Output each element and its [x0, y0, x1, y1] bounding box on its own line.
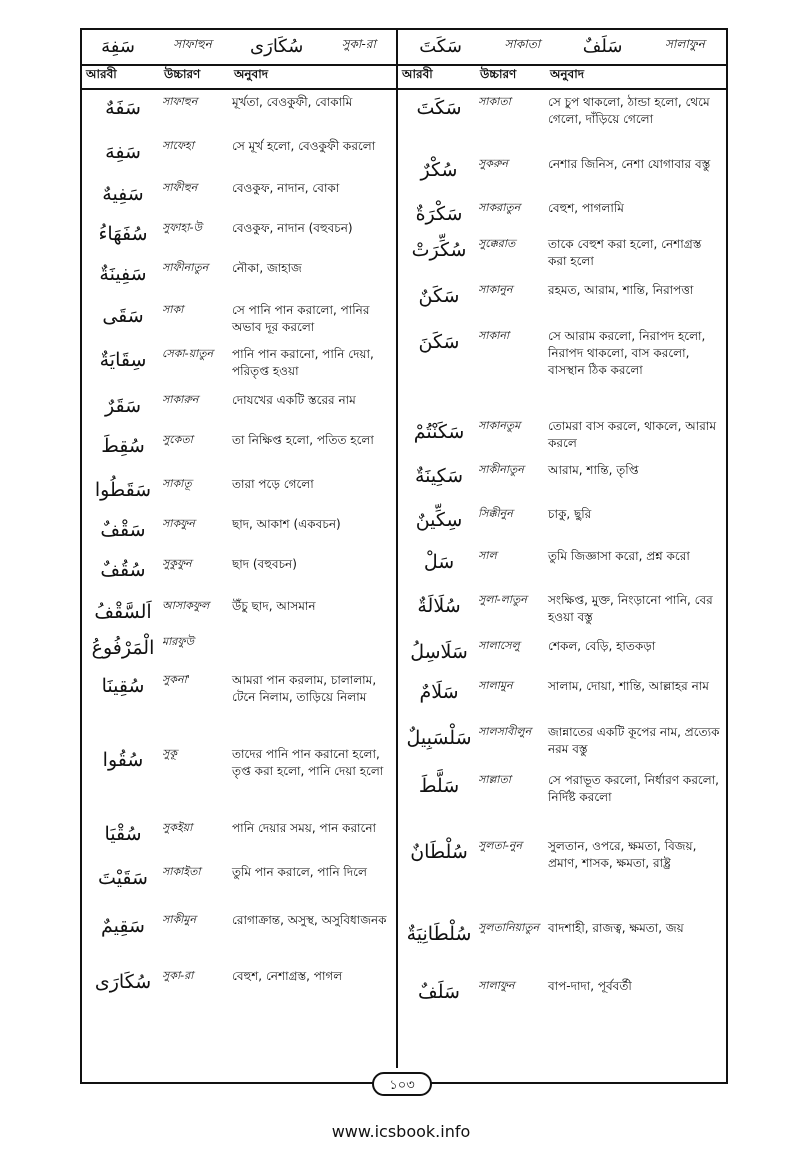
meaning: বেহুশ, পাগলামি — [548, 201, 624, 215]
pronunciation: সাফেহা — [162, 139, 194, 152]
pronunciation: সাকাতূ — [162, 477, 192, 490]
header-left — [82, 28, 395, 64]
list-item — [84, 258, 394, 300]
pronunciation: সাকীমুন — [162, 913, 196, 926]
meaning: তারা পড়ে গেলো — [232, 477, 314, 491]
pronunciation: সুকা-রা — [162, 969, 194, 982]
arabic-word: سَلْسَبِيلٌ — [406, 727, 472, 749]
pronunciation: সাফাহুন — [162, 95, 198, 108]
meaning: উঁচু ছাদ, আসমান — [232, 599, 316, 613]
pronunciation: সালামুন — [478, 679, 513, 692]
column-divider — [396, 28, 398, 1068]
pronunciation: আসাকফুল — [162, 599, 210, 612]
column-header-left — [86, 66, 394, 86]
pronunciation: সাকরাতুন — [478, 201, 521, 214]
pronunciation: সুকূ — [162, 747, 177, 760]
meaning: চাকু, ছুরি — [548, 507, 592, 521]
list-item — [84, 596, 394, 632]
arabic-word: سِقَايَةٌ — [99, 349, 147, 371]
arabic-word: سَكْرَةٌ — [415, 203, 463, 225]
list-item — [84, 514, 394, 554]
pronunciation: সুকইয়া — [162, 821, 193, 834]
meaning: সে আরাম করলো, নিরাপদ হলো, নিরাপদ থাকলো, বাস করলো, বাসস্থান ঠিক করলো — [548, 329, 706, 377]
arabic-word: سَكَنْتُمْ — [413, 421, 465, 443]
header-left-arabic-2: سُكَارَى — [250, 35, 304, 57]
meaning: তাদের পানি পান করানো হলো, তৃপ্ত করা হলো, পানি দেয়া হলো — [232, 747, 384, 778]
arabic-word: سَلَامٌ — [419, 681, 459, 703]
list-item — [400, 198, 726, 234]
list-item — [84, 744, 394, 818]
footer-url: www.icsbook.info — [331, 1122, 471, 1141]
pronunciation: সুকুফুন — [162, 557, 192, 570]
list-item — [400, 154, 726, 198]
pronunciation: সুক্কেরাত — [478, 237, 516, 250]
header-right-bangla-2: সালাফুন — [664, 37, 705, 51]
arabic-word: سَقَيْتَ — [98, 867, 148, 889]
arabic-word: سُقُفٌ — [100, 559, 146, 581]
meaning: ছাদ, আকাশ (একবচন) — [232, 517, 341, 531]
header-right-arabic-1: سَكَتَ — [419, 35, 462, 57]
arabic-word: سَلْ — [423, 551, 455, 573]
arabic-word: سُفَهَاءُ — [98, 223, 148, 245]
list-item — [84, 632, 394, 670]
pronunciation: সাকারুন — [162, 393, 199, 406]
meaning: আমরা পান করলাম, চালালাম, টেনে নিলাম, তাড়িয়ে নিলাম — [232, 673, 377, 704]
arabic-word: سَقَى — [102, 305, 144, 327]
pronunciation: সাফীহুন — [162, 181, 198, 194]
header-right — [398, 28, 726, 64]
col-arabic-label: আরবী — [86, 67, 117, 81]
arabic-word: سَقَطُوا — [94, 479, 152, 501]
pronunciation: সালসাবীলুন — [478, 725, 532, 738]
arabic-word: سَكَنٌ — [418, 285, 460, 307]
list-item — [400, 460, 726, 504]
meaning: সংক্ষিপ্ত, মুক্ত, নিংড়ানো পানি, বের হওয়া বস্তু — [548, 593, 713, 624]
arabic-word: سَفِيهٌ — [102, 183, 144, 205]
meaning: সে পানি পান করালো, পানির অভাব দূর করলো — [232, 303, 370, 334]
meaning: তোমরা বাস করলে, থাকলে, আরাম করলে — [548, 419, 716, 450]
arabic-word: سُقُوا — [102, 749, 144, 771]
meaning: সালাম, দোয়া, শান্তি, আল্লাহর নাম — [548, 679, 709, 693]
arabic-word: سُقِينَا — [101, 675, 145, 697]
list-item — [84, 344, 394, 390]
arabic-word: اَلسَّقْفُ — [94, 601, 152, 623]
arabic-word: سُقْيَا — [104, 823, 142, 845]
list-item — [84, 862, 394, 910]
pronunciation: সাকা — [162, 303, 184, 316]
pronunciation: সাকাতা — [478, 95, 511, 108]
meaning: নৌকা, জাহাজ — [232, 261, 302, 275]
pronunciation: সুকরুন — [478, 157, 508, 170]
col-pronunciation-label: উচ্চারণ — [480, 67, 517, 81]
list-item — [400, 976, 726, 1012]
pronunciation: সাকানুন — [478, 283, 513, 296]
header-right-arabic-2: سَلَفٌ — [582, 35, 623, 57]
meaning: তাকে বেহুশ করা হলো, নেশাগ্রস্ত করা হলো — [548, 237, 702, 268]
list-item — [400, 546, 726, 590]
meaning: তুমি জিজ্ঞাসা করো, প্রশ্ন করো — [548, 549, 690, 563]
list-item — [400, 836, 726, 918]
arabic-word: سُكَارَى — [94, 971, 152, 993]
list-item — [400, 416, 726, 460]
meaning: পানি দেয়ার সময়, পান করানো — [232, 821, 377, 835]
pronunciation: মারফুউ — [162, 635, 194, 648]
list-item — [400, 92, 726, 154]
col-pronunciation-label: উচ্চারণ — [164, 67, 201, 81]
list-item — [84, 390, 394, 430]
meaning: রহমত, আরাম, শান্তি, নিরাপত্তা — [548, 283, 694, 297]
arabic-word: سَكَتَ — [416, 97, 462, 119]
list-item — [400, 676, 726, 722]
pronunciation: সালাসেলু — [478, 639, 520, 652]
arabic-word: سِكِّينٌ — [415, 509, 463, 531]
arabic-word: سَقْفٌ — [100, 519, 146, 541]
arabic-word: سَقَرٌ — [104, 395, 141, 417]
arabic-word: سَلَاسِلُ — [410, 641, 468, 663]
arabic-word: سَلَّطَ — [418, 775, 460, 797]
arabic-word: سُقِطَ — [101, 435, 145, 457]
list-item — [84, 430, 394, 474]
pronunciation: সাকানা — [478, 329, 510, 342]
meaning: মূর্খতা, বেওকুফী, বোকামি — [232, 95, 353, 109]
meaning: পানি পান করানো, পানি দেয়া, পরিতৃপ্ত হওয়া — [232, 347, 374, 378]
pronunciation: সাল্লাতা — [478, 773, 511, 786]
meaning: বাদশাহী, রাজত্ব, ক্ষমতা, জয় — [548, 921, 684, 935]
meaning: আরাম, শান্তি, তৃপ্তি — [548, 463, 639, 477]
header-right-bangla-1: সাকাতা — [504, 37, 541, 51]
meaning: বেওকুফ, নাদান (বহুবচন) — [232, 221, 353, 235]
header-left-bangla-1: সাফাহুন — [173, 37, 212, 51]
list-item — [84, 966, 394, 1002]
meaning: দোযখের একটি স্তরের নাম — [232, 393, 356, 407]
list-item — [400, 280, 726, 326]
arabic-word: سُلْطَانٌ — [410, 841, 468, 863]
meaning: বেওকুফ, নাদান, বোকা — [232, 181, 340, 195]
right-column — [400, 92, 726, 1012]
list-item — [400, 722, 726, 770]
arabic-word: سَقِيمٌ — [101, 915, 145, 937]
arabic-word: سَفَهٌ — [105, 97, 141, 119]
pronunciation: সাকানতুম — [478, 419, 521, 432]
list-item — [84, 300, 394, 344]
arabic-word: سَفِهَ — [105, 141, 141, 163]
list-item — [84, 136, 394, 178]
page-number: ১০৩ — [372, 1072, 432, 1096]
column-header-right — [402, 66, 726, 86]
pronunciation: সিক্কীনুন — [478, 507, 513, 520]
arabic-word: الْمَرْفُوعُ — [91, 637, 155, 659]
list-item — [400, 326, 726, 416]
meaning: তুমি পান করালে, পানি দিলে — [232, 865, 367, 879]
pronunciation: সাল — [478, 549, 497, 562]
list-item — [84, 670, 394, 744]
meaning: সে পরাভূত করলো, নির্ধারণ করলো, নির্দিষ্ট করলো — [548, 773, 719, 804]
meaning: বাপ-দাদা, পূর্ববর্তী — [548, 979, 632, 993]
meaning: সে চুপ থাকলো, ঠান্ডা হলো, থেমে গেলো, দাঁড়িয়ে গেলো — [548, 95, 710, 126]
pronunciation: সাকফুন — [162, 517, 195, 530]
col-meaning-label: অনুবাদ — [550, 67, 585, 81]
col-arabic-label: আরবী — [402, 67, 433, 81]
arabic-word: سُلْطَانِيَةٌ — [406, 923, 472, 945]
arabic-word: سُكْرٌ — [420, 159, 458, 181]
meaning: তা নিক্ষিপ্ত হলো, পতিত হলো — [232, 433, 374, 447]
list-item — [84, 178, 394, 218]
meaning: রোগাক্রান্ত, অসুস্থ, অসুবিধাজনক — [232, 913, 387, 927]
left-column — [84, 92, 394, 1002]
list-item — [84, 474, 394, 514]
arabic-word: سَكَنَ — [418, 331, 460, 353]
meaning: সুলতান, ওপরে, ক্ষমতা, বিজয়, প্রমাণ, শাসক, ক্ষমতা, রাষ্ট্র — [548, 839, 697, 870]
meaning: সে মূর্খ হলো, বেওকুফী করলো — [232, 139, 376, 153]
list-item — [84, 92, 394, 136]
pronunciation: সুকনা' — [162, 673, 190, 686]
meaning: শেকল, বেড়ি, হাতকড়া — [548, 639, 656, 653]
meaning: ছাদ (বহুবচন) — [232, 557, 297, 571]
list-item — [400, 770, 726, 836]
pronunciation: সুলা-লাতুন — [478, 593, 527, 606]
pronunciation: সুলতা-নুন — [478, 839, 523, 852]
list-item — [84, 818, 394, 862]
pronunciation: সেকা-য়াতুন — [162, 347, 214, 360]
header-left-arabic-1: سَفِهَ — [101, 35, 135, 57]
list-item — [400, 234, 726, 280]
pronunciation: সুকেতা — [162, 433, 193, 446]
list-item — [400, 590, 726, 636]
list-item — [400, 918, 726, 976]
header-left-bangla-2: সুকা-রা — [341, 37, 376, 51]
pronunciation: সুফাহা-উ — [162, 221, 203, 234]
pronunciation: সাকাইতা — [162, 865, 201, 878]
col-meaning-label: অনুবাদ — [234, 67, 269, 81]
meaning: জান্নাতের একটি কূপের নাম, প্রত্যেক নরম বস্তু — [548, 725, 720, 756]
arabic-word: سَفِينَةٌ — [99, 263, 147, 285]
list-item — [84, 554, 394, 596]
list-item — [84, 910, 394, 966]
arabic-word: سُكِّرَتْ — [411, 239, 467, 261]
pronunciation: সালাফুন — [478, 979, 515, 992]
column-header-divider — [80, 88, 728, 90]
pronunciation: সাফীনাতুন — [162, 261, 209, 274]
pronunciation: সুলতানিয়াতুন — [478, 921, 540, 934]
list-item — [84, 218, 394, 258]
meaning — [232, 632, 394, 634]
pronunciation: সাকীনাতুন — [478, 463, 524, 476]
arabic-word: سَكِينَةٌ — [414, 465, 464, 487]
meaning: বেহুশ, নেশাগ্রস্ত, পাগল — [232, 969, 343, 983]
list-item — [400, 636, 726, 676]
arabic-word: سُلَالَةٌ — [417, 595, 461, 617]
meaning: নেশার জিনিস, নেশা যোগাবার বস্তু — [548, 157, 711, 171]
list-item — [400, 504, 726, 546]
arabic-word: سَلَفٌ — [418, 981, 460, 1003]
